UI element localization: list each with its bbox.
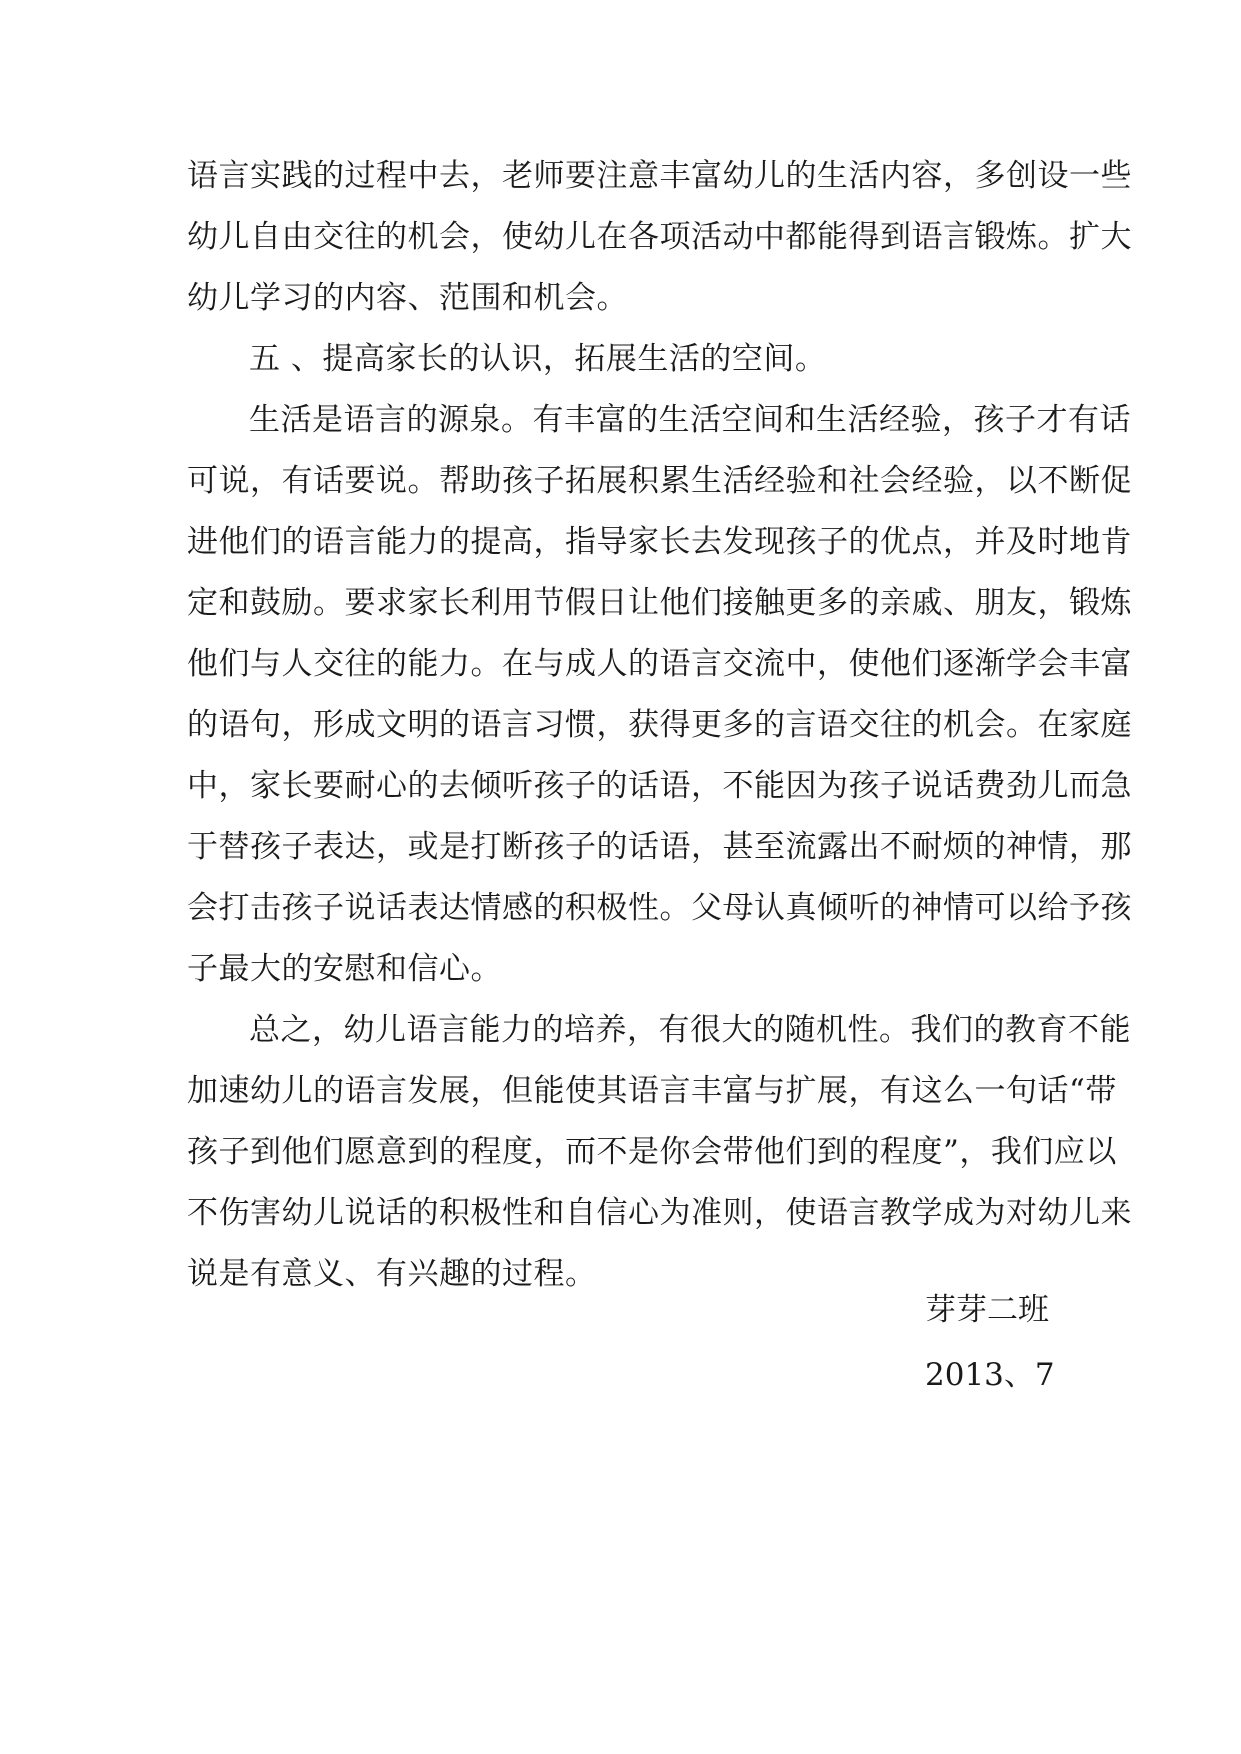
text-line: 孩子到他们愿意到的程度，而不是你会带他们到的程度”，我们应以 — [187, 1134, 1117, 1170]
text-line: 的语句，形成文明的语言习惯，获得更多的言语交往的机会。在家庭 — [187, 707, 1132, 743]
text-line: 生活是语言的源泉。有丰富的生活空间和生活经验，孩子才有话 — [249, 402, 1131, 438]
text-line: 加速幼儿的语言发展，但能使其语言丰富与扩展，有这么一句话“带 — [187, 1073, 1117, 1109]
text-line: 中，家长要耐心的去倾听孩子的话语，不能因为孩子说话费劲儿而急 — [187, 768, 1132, 804]
text-line: 于替孩子表达，或是打断孩子的话语，甚至流露出不耐烦的神情，那 — [187, 829, 1132, 865]
text-line: 进他们的语言能力的提高，指导家长去发现孩子的优点，并及时地肯 — [187, 524, 1132, 560]
text-line: 可说，有话要说。帮助孩子拓展积累生活经验和社会经验，以不断促 — [187, 463, 1132, 499]
text-line: 子最大的安慰和信心。 — [187, 951, 502, 987]
text-line: 他们与人交往的能力。在与成人的语言交流中，使他们逐渐学会丰富 — [187, 646, 1132, 682]
text-line: 总之，幼儿语言能力的培养，有很大的随机性。我们的教育不能 — [249, 1012, 1131, 1048]
text-line: 会打击孩子说话表达情感的积极性。父母认真倾听的神情可以给予孩 — [187, 890, 1132, 926]
text-line: 定和鼓励。要求家长利用节假日让他们接触更多的亲戚、朋友，锻炼 — [187, 585, 1132, 621]
text-line: 语言实践的过程中去，老师要注意丰富幼儿的生活内容，多创设一些 — [187, 158, 1132, 194]
section-heading: 五 、提高家长的认识，拓展生活的空间。 — [249, 341, 827, 377]
body-text — [187, 146, 1132, 1305]
text-line: 说是有意义、有兴趣的过程。 — [187, 1256, 597, 1292]
text-line: 幼儿自由交往的机会，使幼儿在各项活动中都能得到语言锻炼。扩大 — [187, 219, 1132, 255]
signature-class-name: 芽芽二班 — [925, 1292, 1049, 1328]
text-line: 幼儿学习的内容、范围和机会。 — [187, 280, 628, 316]
signature-date: 2013、7 — [925, 1357, 1055, 1393]
text-line: 不伤害幼儿说话的积极性和自信心为准则，使语言教学成为对幼儿来 — [187, 1195, 1132, 1231]
